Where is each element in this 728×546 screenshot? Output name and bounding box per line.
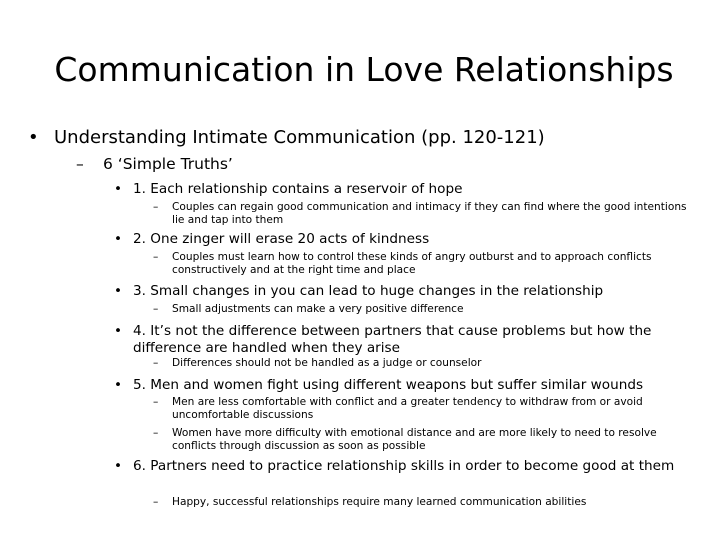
bullet-dot-icon: • bbox=[114, 323, 123, 339]
truth-item bbox=[114, 323, 693, 357]
bullet-dot-icon: • bbox=[114, 181, 123, 197]
subpoint-text: Small adjustments can make a very positive difference bbox=[172, 303, 464, 315]
bullet-dot-icon: • bbox=[114, 231, 123, 247]
bullet-dot-icon: • bbox=[114, 283, 123, 299]
truth-text: 3. Small changes in you can lead to huge changes in the relationship bbox=[133, 283, 604, 299]
subpoint-text: Differences should not be handled as a judge or counselor bbox=[172, 357, 482, 369]
truth-text: 2. One zinger will erase 20 acts of kindness bbox=[133, 231, 430, 247]
bullet-level2 bbox=[76, 154, 233, 174]
truth-text: 4. It’s not the difference between partners that cause problems but how the difference are handled when they arise bbox=[133, 323, 652, 356]
subpoint-text: Couples must learn how to control these kinds of angry outburst and to approach conflicts constructively and at the right time and place bbox=[172, 251, 652, 276]
subpoint-text: Women have more difficulty with emotional distance and are more likely to need to resolve conflicts through discussion as soon as possible bbox=[172, 427, 657, 452]
subpoint-text: Men are less comfortable with conflict and a greater tendency to withdraw from or avoid uncomfortable discussions bbox=[172, 396, 643, 421]
dash-icon: – bbox=[153, 303, 159, 315]
truth-subpoint bbox=[153, 201, 692, 227]
level1-text: Understanding Intimate Communication (pp. 120-121) bbox=[54, 127, 545, 148]
dash-icon: – bbox=[153, 251, 159, 263]
dash-icon: – bbox=[76, 155, 84, 173]
truth-text: 1. Each relationship contains a reservoir of hope bbox=[133, 181, 463, 197]
bullet-dot-icon: • bbox=[28, 127, 39, 148]
dash-icon: – bbox=[153, 496, 159, 508]
truth-item bbox=[114, 283, 693, 300]
truth-subpoint bbox=[153, 303, 692, 316]
dash-icon: – bbox=[153, 201, 159, 213]
truth-subpoint bbox=[153, 251, 692, 277]
truth-item bbox=[114, 458, 693, 475]
subpoint-text: Happy, successful relationships require many learned communication abilities bbox=[172, 496, 587, 508]
level2-text: 6 ‘Simple Truths’ bbox=[103, 155, 233, 173]
bullet-dot-icon: • bbox=[114, 458, 123, 474]
truth-item bbox=[114, 231, 693, 248]
truth-item bbox=[114, 181, 693, 198]
truth-text: 6. Partners need to practice relationship skills in order to become good at them bbox=[133, 458, 675, 474]
dash-icon: – bbox=[153, 427, 159, 439]
truth-item bbox=[114, 377, 693, 394]
truth-subpoint bbox=[153, 496, 692, 509]
bullet-dot-icon: • bbox=[114, 377, 123, 393]
dash-icon: – bbox=[153, 357, 159, 369]
subpoint-text: Couples can regain good communication and intimacy if they can find where the good intentions lie and tap into them bbox=[172, 201, 687, 226]
dash-icon: – bbox=[153, 396, 159, 408]
bullet-level1 bbox=[28, 127, 545, 149]
truth-subpoint bbox=[153, 427, 692, 453]
truth-subpoint bbox=[153, 396, 692, 422]
truth-subpoint bbox=[153, 357, 692, 370]
slide-title: Communication in Love Relationships bbox=[54, 50, 674, 89]
truth-text: 5. Men and women fight using different weapons but suffer similar wounds bbox=[133, 377, 644, 393]
